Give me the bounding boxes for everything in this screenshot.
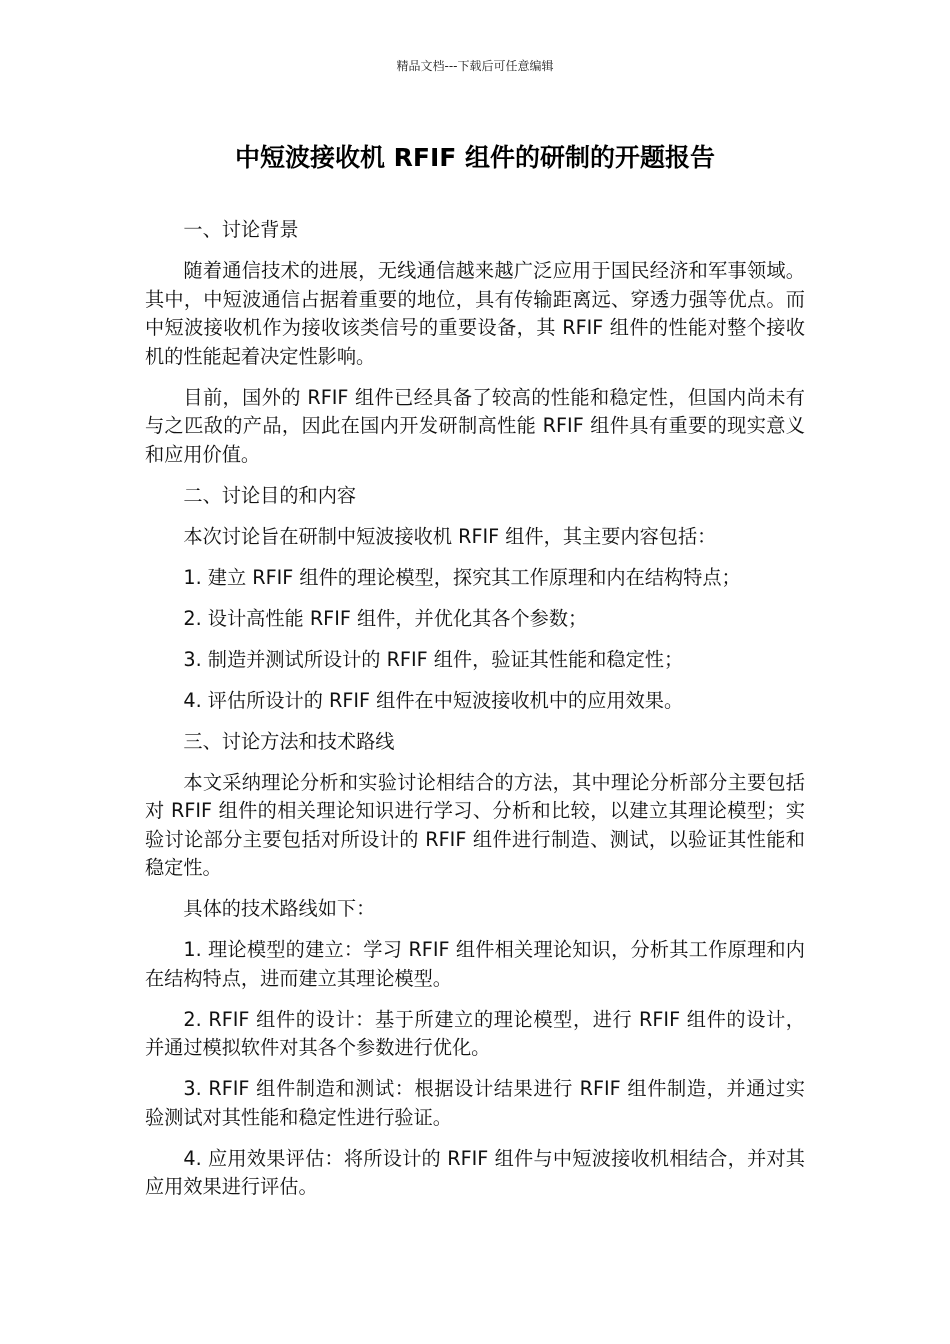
paragraph-background-2: 目前，国外的 RFIF 组件已经具备了较高的性能和稳定性，但国内尚未有与之匹敌的产品，因此在国内开发研制高性能 RFIF 组件具有重要的现实意义和应用价值。 bbox=[145, 385, 805, 466]
section-heading-method: 三、讨论方法和技术路线 bbox=[183, 729, 395, 753]
paragraph-background-1: 随着通信技术的进展，无线通信越来越广泛应用于国民经济和军事领域。其中，中短波通信占据着重要的地位，具有传输距离远、穿透力强等优点。而中短波接收机作为接收该类信号的重要设备，其 RFIF 组件的性能对整个接收机的性能起着决定性影响。 bbox=[145, 259, 805, 368]
list-item-route-2: 2. RFIF 组件的设计：基于所建立的理论模型，进行 RFIF 组件的设计，并通过模拟软件对其各个参数进行优化。 bbox=[145, 1007, 805, 1059]
paragraph-method-route-intro: 具体的技术路线如下： bbox=[183, 897, 376, 920]
section-heading-background: 一、讨论背景 bbox=[183, 218, 299, 241]
list-item-purpose-2: 2. 设计高性能 RFIF 组件，并优化其各个参数； bbox=[183, 606, 588, 630]
list-item-purpose-1: 1. 建立 RFIF 组件的理论模型，探究其工作原理和内在结构特点； bbox=[183, 565, 741, 589]
document-title: 中短波接收机 RFIF 组件的研制的开题报告 bbox=[234, 143, 716, 172]
document-body bbox=[145, 216, 805, 1214]
list-item-route-4: 4. 应用效果评估：将所设计的 RFIF 组件与中短波接收机相结合，并对其应用效果进行评估。 bbox=[145, 1146, 805, 1198]
list-item-purpose-3: 3. 制造并测试所设计的 RFIF 组件，验证其性能和稳定性； bbox=[183, 647, 684, 671]
paragraph-purpose-intro: 本次讨论旨在研制中短波接收机 RFIF 组件，其主要内容包括： bbox=[183, 524, 717, 548]
header-note: 精品文档---下载后可任意编辑 bbox=[396, 59, 554, 73]
list-item-route-3: 3. RFIF 组件制造和测试：根据设计结果进行 RFIF 组件制造，并通过实验测试对其性能和稳定性进行验证。 bbox=[145, 1077, 805, 1129]
section-heading-purpose: 二、讨论目的和内容 bbox=[183, 483, 357, 507]
paragraph-method-1: 本文采纳理论分析和实验讨论相结合的方法，其中理论分析部分主要包括对 RFIF 组件的相关理论知识进行学习、分析和比较，以建立其理论模型；实验讨论部分主要包括对所设计的 RFIF 组件进行制造、测试，以验证其性能和稳定性。 bbox=[145, 770, 805, 879]
list-item-purpose-4: 4. 评估所设计的 RFIF 组件在中短波接收机中的应用效果。 bbox=[183, 688, 684, 712]
list-item-route-1: 1. 理论模型的建立：学习 RFIF 组件相关理论知识，分析其工作原理和内在结构特点，进而建立其理论模型。 bbox=[145, 938, 805, 990]
